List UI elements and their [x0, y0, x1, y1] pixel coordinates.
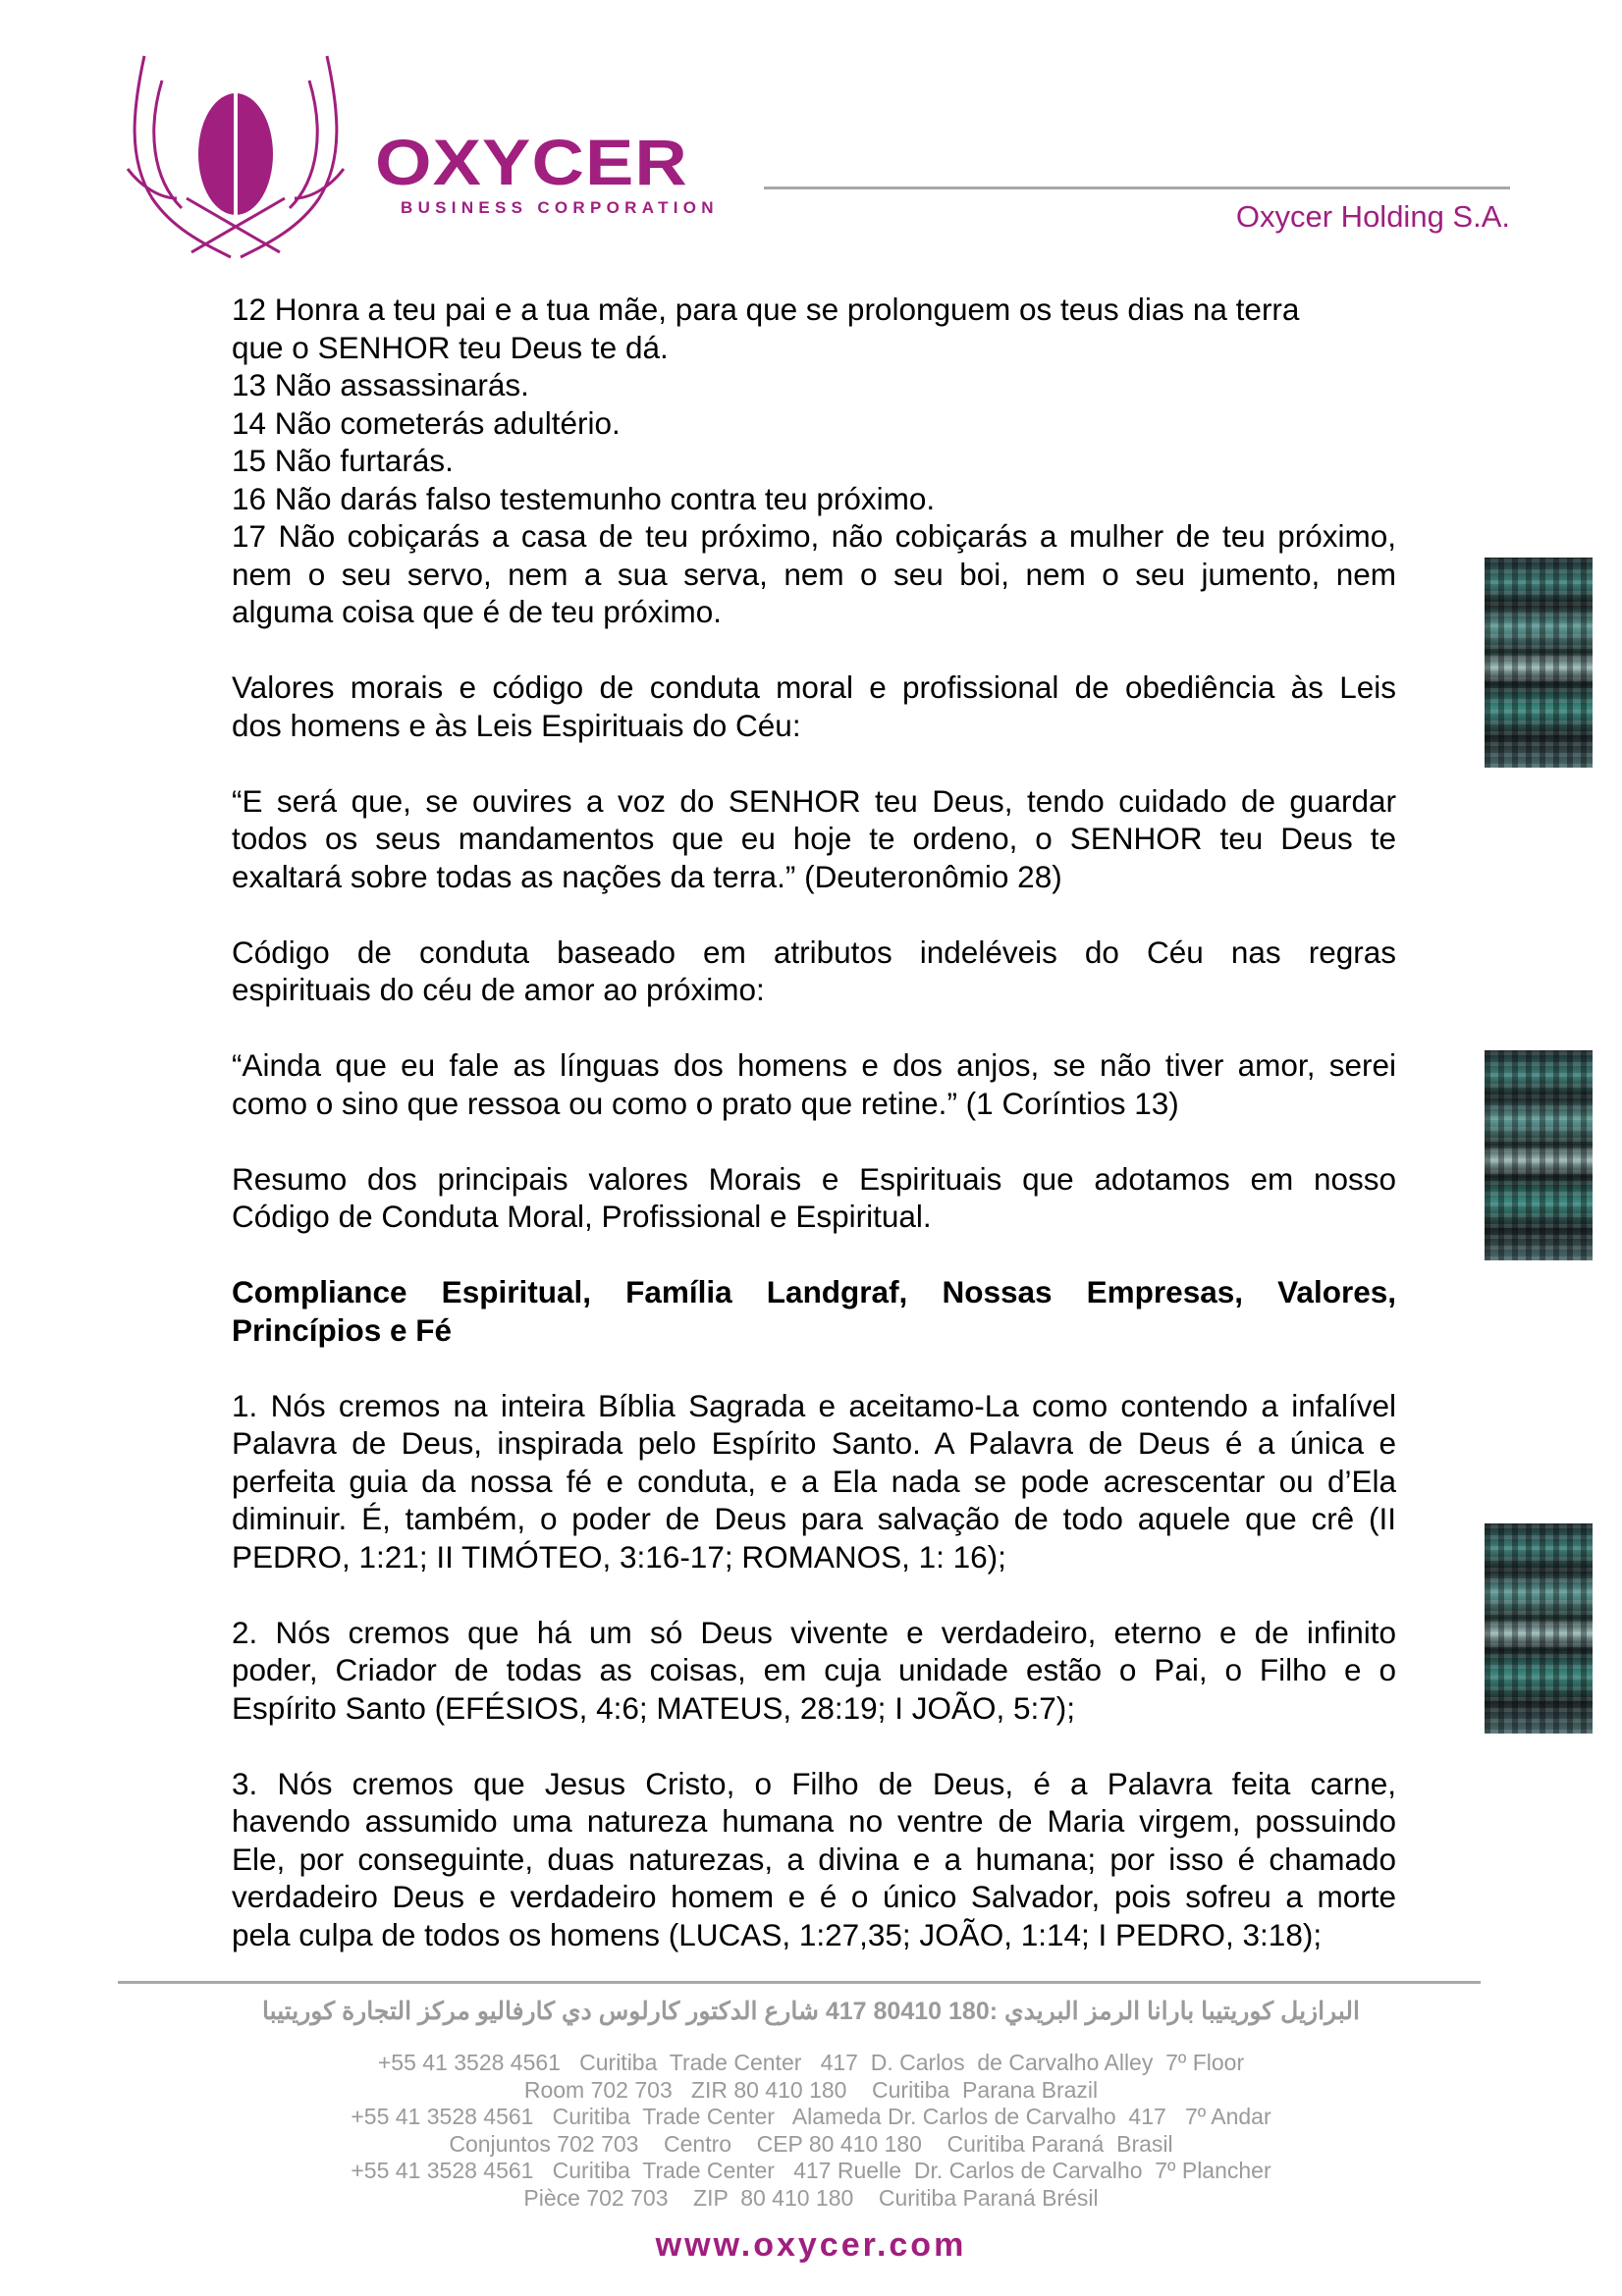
website-link[interactable]: www.oxycer.com — [655, 2226, 967, 2264]
text-line: 2. Nós cremos que há um só Deus vivente e verdadeiro, eterno e de infinito — [232, 1614, 1396, 1650]
paragraph — [232, 291, 1396, 631]
text-line: Resumo dos principais valores Morais e Espirituais que adotamos em nosso — [232, 1160, 1396, 1197]
company-name: Oxycer Holding S.A. — [1235, 199, 1510, 234]
text-line: “Ainda que eu fale as línguas dos homens e dos anjos, se não tiver amor, serei — [232, 1047, 1396, 1083]
text-line: Compliance Espiritual, Família Landgraf, Nossas Empresas, Valores, — [232, 1274, 1396, 1309]
paragraph — [232, 1387, 1396, 1576]
text-line: 16 Não darás falso testemunho contra teu próximo. — [232, 480, 936, 516]
text-line: espirituais do céu de amor ao próximo: — [232, 972, 765, 1007]
address-line: Conjuntos 702 703 Centro CEP 80 410 180 Curitiba Paraná Brasil — [449, 2130, 1173, 2157]
footer-divider — [118, 1981, 1481, 1984]
brand-name: OXYCER — [375, 126, 688, 198]
text-line: PEDRO, 1:21; II TIMÓTEO, 3:16-17; ROMANOS, 1: 16); — [232, 1538, 1006, 1575]
text-line: que o SENHOR teu Deus te dá. — [232, 329, 669, 365]
text-line: havendo assumido uma natureza humana no ventre de Maria virgem, possuindo — [232, 1803, 1396, 1839]
text-line: Espírito Santo (EFÉSIOS, 4:6; MATEUS, 28:19; I JOÃO, 5:7); — [232, 1689, 1075, 1726]
text-line: Código de conduta baseado em atributos indeléveis do Céu nas regras — [232, 934, 1396, 970]
text-line: dos homens e às Leis Espirituais do Céu: — [232, 707, 801, 743]
text-line: 13 Não assassinarás. — [232, 367, 529, 402]
address-line: Room 702 703 ZIR 80 410 180 Curitiba Parana Brazil — [523, 2076, 1099, 2103]
paragraph — [232, 1046, 1396, 1122]
header-divider — [764, 187, 1510, 189]
oxycer-emblem-logo — [123, 51, 349, 259]
text-line: todos os seus mandamentos que eu hoje te ordeno, o SENHOR teu Deus te — [232, 821, 1396, 856]
brand-subtitle: BUSINESS CORPORATION — [401, 198, 719, 217]
address-line: +55 41 3528 4561 Curitiba Trade Center 417 D. Carlos de Carvalho Alley 7º Floor — [377, 2050, 1245, 2075]
text-line: 14 Não cometerás adultério. — [232, 404, 621, 441]
text-line: 17 Não cobiçarás a casa de teu próximo, não cobiçarás a mulher de teu próximo, — [232, 518, 1396, 554]
text-line: poder, Criador de todas as coisas, em cuja unidade estão o Pai, o Filho e o — [232, 1652, 1396, 1687]
text-line: perfeita guia da nossa fé e conduta, e a Ela nada se pode acrescentar ou d’Ela — [232, 1463, 1396, 1499]
footer-address — [0, 2050, 1622, 2213]
paragraph — [232, 1765, 1396, 1954]
text-line: diminuir. É, também, o poder de Deus para salvação de todo aquele que crê (II — [232, 1501, 1396, 1536]
text-line: 3. Nós cremos que Jesus Cristo, o Filho de Deus, é a Palavra feita carne, — [232, 1765, 1396, 1801]
footer-arabic-address: البرازيل كوريتيبا بارانا الرمز البريدي :180 80410 417 شارع الدكتور كارلوس دي كارفاليو مركز التجارة كوريتيبا — [262, 1998, 1360, 2025]
decorative-mosaic-image — [1485, 558, 1593, 768]
text-line: 1. Nós cremos na inteira Bíblia Sagrada e aceitamo-La como contendo a infalível — [232, 1387, 1396, 1423]
text-line: Princípios e Fé — [232, 1311, 453, 1348]
text-line: Código de Conduta Moral, Profissional e Espiritual. — [232, 1199, 932, 1234]
text-line: nem o seu servo, nem a sua serva, nem o seu boi, nem o seu jumento, nem — [232, 556, 1396, 592]
address-line: +55 41 3528 4561 Curitiba Trade Center 417 Ruelle Dr. Carlos de Carvalho 7º Plancher — [351, 2158, 1271, 2184]
text-line: exaltará sobre todas as nações da terra.” (Deuteronômio 28) — [232, 858, 1062, 894]
text-line: alguma coisa que é de teu próximo. — [232, 594, 723, 629]
text-line: verdadeiro Deus e verdadeiro homem e é o único Salvador, pois sofreu a morte — [232, 1879, 1396, 1914]
paragraph — [232, 1273, 1396, 1349]
decorative-mosaic-image — [1485, 1523, 1593, 1734]
text-line: Ele, por conseguinte, duas naturezas, a divina e a humana; por isso é chamado — [232, 1841, 1396, 1877]
text-line: 12 Honra a teu pai e a tua mãe, para que se prolonguem os teus dias na terra — [232, 292, 1300, 327]
paragraph — [232, 782, 1396, 896]
text-line: 15 Não furtarás. — [232, 443, 454, 478]
address-line: Pièce 702 703 ZIP 80 410 180 Curitiba Paraná Brésil — [523, 2184, 1099, 2211]
text-line: como o sino que ressoa ou como o prato que retine.” (1 Coríntios 13) — [232, 1085, 1179, 1121]
text-line: Valores morais e código de conduta moral e profissional de obediência às Leis — [232, 669, 1396, 705]
address-line: +55 41 3528 4561 Curitiba Trade Center Alameda Dr. Carlos de Carvalho 417 7º Andar — [351, 2104, 1271, 2130]
paragraph — [232, 1614, 1396, 1728]
paragraph — [232, 1160, 1396, 1236]
paragraph — [232, 668, 1396, 744]
text-line: pela culpa de todos os homens (LUCAS, 1:27,35; JOÃO, 1:14; I PEDRO, 3:18); — [232, 1916, 1323, 1952]
document-body — [232, 291, 1396, 1992]
text-line: Palavra de Deus, inspirada pelo Espírito Santo. A Palavra de Deus é a única e — [232, 1425, 1396, 1461]
text-line: “E será que, se ouvires a voz do SENHOR teu Deus, tendo cuidado de guardar — [232, 782, 1396, 819]
paragraph — [232, 934, 1396, 1009]
decorative-mosaic-image — [1485, 1050, 1593, 1260]
